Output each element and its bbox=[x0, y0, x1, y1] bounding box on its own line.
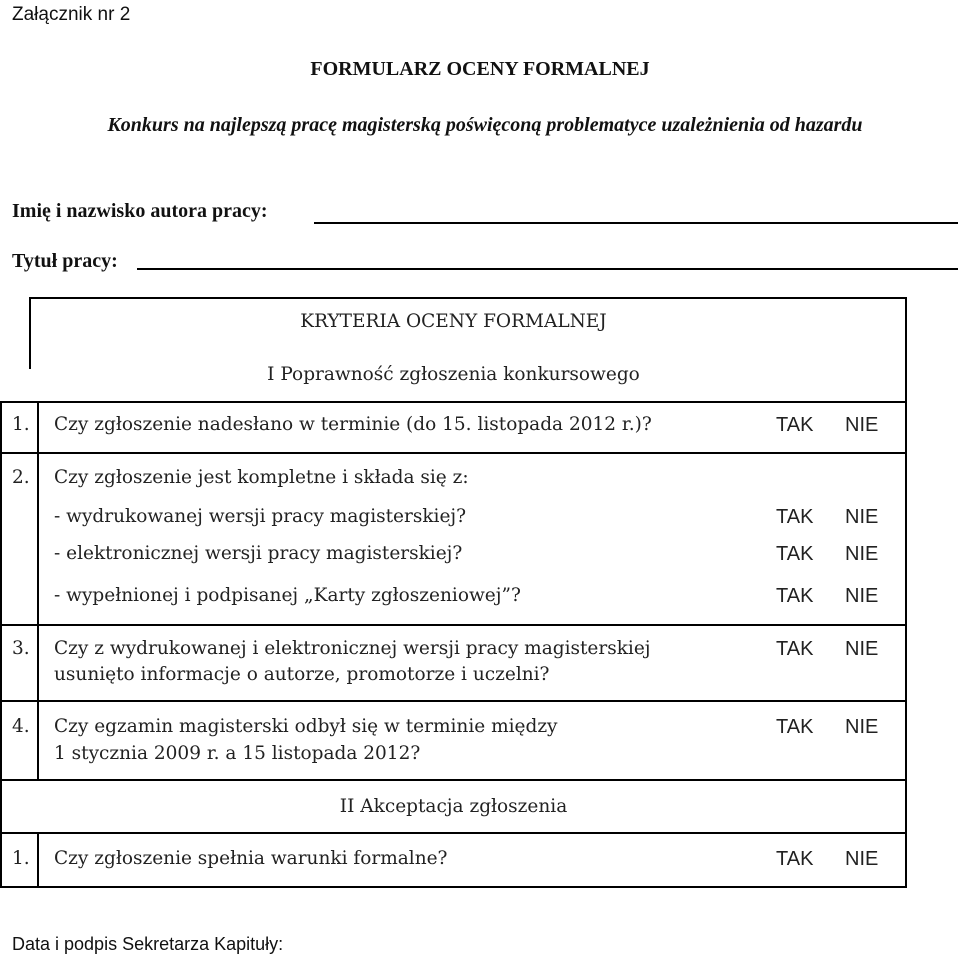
q1-number: 1. bbox=[12, 414, 30, 435]
q1-no-option[interactable]: NIE bbox=[845, 414, 879, 436]
a1-text: Czy zgłoszenie spełnia warunki formalne? bbox=[54, 848, 448, 869]
q2-sub3-no-option[interactable]: NIE bbox=[845, 585, 879, 607]
competition-subtitle: Konkurs na najlepszą pracę magisterską poświęconą problematyce uzależnienia od hazardu bbox=[107, 114, 863, 136]
q1-text: Czy zgłoszenie nadesłano w terminie (do 15. listopada 2012 r.)? bbox=[54, 414, 652, 435]
work-title-label: Tytuł pracy: bbox=[12, 250, 118, 272]
q2-sub3-text: - wypełnionej i podpisanej „Karty zgłoszeniowej”? bbox=[54, 585, 521, 606]
q4-number: 4. bbox=[12, 716, 30, 737]
q3-number: 3. bbox=[12, 638, 30, 659]
q2-sub2-text: - elektronicznej wersji pracy magisterskiej? bbox=[54, 543, 463, 564]
a1-no-option[interactable]: NIE bbox=[845, 848, 879, 870]
attachment-label: Załącznik nr 2 bbox=[12, 4, 131, 25]
q2-text: Czy zgłoszenie jest kompletne i składa się z: bbox=[54, 467, 469, 488]
author-name-label: Imię i nazwisko autora pracy: bbox=[12, 200, 268, 222]
secretary-signature-label: Data i podpis Sekretarza Kapituły: bbox=[12, 934, 284, 954]
q4-yes-option[interactable]: TAK bbox=[776, 716, 814, 738]
criteria-heading: KRYTERIA OCENY FORMALNEJ bbox=[300, 311, 607, 332]
q2-sub1-no-option[interactable]: NIE bbox=[845, 506, 879, 528]
work-title-field[interactable] bbox=[137, 268, 958, 270]
a1-yes-option[interactable]: TAK bbox=[776, 848, 814, 870]
q2-sub1-text: - wydrukowanej wersji pracy magisterskiej? bbox=[54, 506, 467, 527]
q2-sub2-yes-option[interactable]: TAK bbox=[776, 543, 814, 565]
q2-sub2-no-option[interactable]: NIE bbox=[845, 543, 879, 565]
q3-no-option[interactable]: NIE bbox=[845, 638, 879, 660]
q2-number: 2. bbox=[12, 467, 30, 488]
q4-no-option[interactable]: NIE bbox=[845, 716, 879, 738]
q2-sub1-yes-option[interactable]: TAK bbox=[776, 506, 814, 528]
a1-number: 1. bbox=[12, 848, 30, 869]
q1-yes-option[interactable]: TAK bbox=[776, 414, 814, 436]
q2-sub3-yes-option[interactable]: TAK bbox=[776, 585, 814, 607]
q3-text-line1: Czy z wydrukowanej i elektronicznej wersji pracy magisterskiej bbox=[54, 638, 651, 659]
section-1-heading: I Poprawność zgłoszenia konkursowego bbox=[267, 364, 640, 385]
q4-text-line2: 1 stycznia 2009 r. a 15 listopada 2012? bbox=[54, 743, 421, 764]
q3-text-line2: usunięto informacje o autorze, promotorze i uczelni? bbox=[54, 664, 550, 685]
q4-text-line1: Czy egzamin magisterski odbył się w terminie między bbox=[54, 716, 558, 737]
form-title: FORMULARZ OCENY FORMALNEJ bbox=[310, 58, 650, 80]
section-2-heading: II Akceptacja zgłoszenia bbox=[339, 796, 568, 817]
q3-yes-option[interactable]: TAK bbox=[776, 638, 814, 660]
author-name-field[interactable] bbox=[314, 222, 958, 224]
